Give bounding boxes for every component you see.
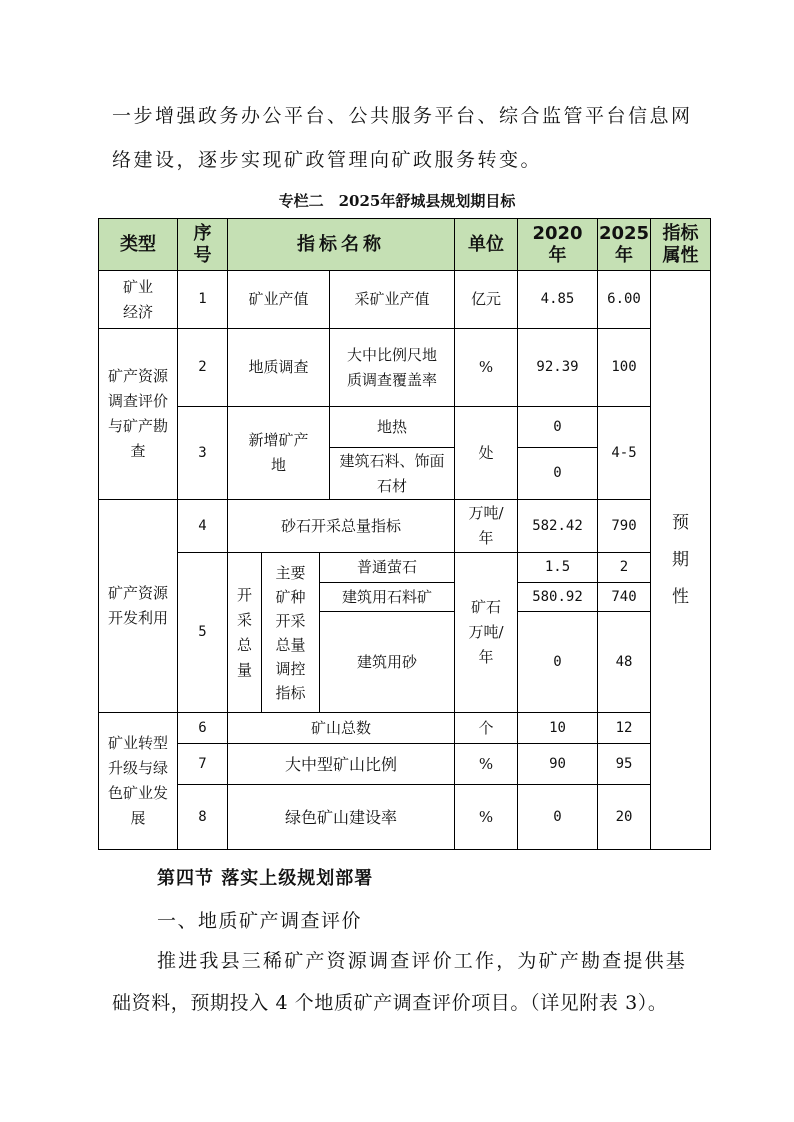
section-heading: 第四节 落实上级规划部署 [157, 868, 374, 889]
row3-unit: 处 [455, 407, 518, 500]
row4-unit: 万吨/年 [455, 500, 518, 553]
row2-unit: % [455, 329, 518, 407]
row4-2025: 790 [598, 500, 651, 553]
row5-2025-c: 48 [598, 612, 651, 713]
paragraph-line: 础资料，预期投入 4 个地质矿产调查评价项目。（详见附表 3）。 [112, 992, 668, 1014]
row2-name-b: 大中比例尺地质调查覆盖率 [330, 329, 455, 407]
row6-seq: 6 [178, 713, 228, 744]
attribute-value: 预期性 [651, 271, 711, 850]
row8-name: 绿色矿山建设率 [228, 785, 455, 850]
row3-seq: 3 [178, 407, 228, 500]
row4-2020: 582.42 [518, 500, 598, 553]
row2-2025: 100 [598, 329, 651, 407]
row1-unit: 亿元 [455, 271, 518, 329]
row5-2025-a: 2 [598, 553, 651, 583]
row5-name-c2: 建筑用石料矿 [320, 583, 455, 612]
header-seq: 序号 [178, 218, 228, 271]
row5-2020-b: 580.92 [518, 583, 598, 612]
group-development: 矿产资源开发利用 [98, 500, 178, 713]
table-caption: 专栏二 2025年舒城县规划期目标 [278, 192, 516, 210]
row3-name-b1: 地热 [330, 407, 455, 448]
row5-2020-c: 0 [518, 612, 598, 713]
row5-2025-b: 740 [598, 583, 651, 612]
paragraph-line: 一步增强政务办公平台、公共服务平台、综合监管平台信息网 [112, 105, 693, 127]
row4-seq: 4 [178, 500, 228, 553]
subheading: 一、地质矿产调查评价 [157, 910, 363, 932]
row4-name: 砂石开采总量指标 [228, 500, 455, 553]
row2-seq: 2 [178, 329, 228, 407]
row3-2020-b: 0 [518, 448, 598, 500]
row5-seq: 5 [178, 553, 228, 713]
row5-name-b: 主要矿种开采总量调控指标 [262, 553, 320, 713]
row2-name-a: 地质调查 [228, 329, 330, 407]
row1-seq: 1 [178, 271, 228, 329]
row7-unit: % [455, 744, 518, 785]
header-attribute: 指标属性 [651, 218, 711, 271]
header-indicator: 指标名称 [228, 218, 455, 271]
row7-seq: 7 [178, 744, 228, 785]
row8-seq: 8 [178, 785, 228, 850]
row6-unit: 个 [455, 713, 518, 744]
row6-name: 矿山总数 [228, 713, 455, 744]
header-2020: 2020年 [518, 218, 598, 271]
row6-2020: 10 [518, 713, 598, 744]
row8-2020: 0 [518, 785, 598, 850]
group-survey-exploration: 矿产资源调查评价与矿产勘查 [98, 329, 178, 500]
row1-name-a: 矿业产值 [228, 271, 330, 329]
row2-2020: 92.39 [518, 329, 598, 407]
row7-2020: 90 [518, 744, 598, 785]
row7-name: 大中型矿山比例 [228, 744, 455, 785]
group-mining-economy: 矿业经济 [98, 271, 178, 329]
paragraph-line: 络建设，逐步实现矿政管理向矿政服务转变。 [112, 149, 543, 171]
row1-2020: 4.85 [518, 271, 598, 329]
row8-2025: 20 [598, 785, 651, 850]
row5-unit: 矿石万吨/年 [455, 553, 518, 713]
row5-name-c3: 建筑用砂 [320, 612, 455, 713]
header-2025: 2025年 [598, 218, 651, 271]
row5-name-a: 开采总量 [228, 553, 262, 713]
row5-2020-a: 1.5 [518, 553, 598, 583]
row1-name-b: 采矿业产值 [330, 271, 455, 329]
row8-unit: % [455, 785, 518, 850]
row6-2025: 12 [598, 713, 651, 744]
header-type: 类型 [98, 218, 178, 271]
group-green-mining: 矿业转型升级与绿色矿业发展 [98, 713, 178, 850]
row1-2025: 6.00 [598, 271, 651, 329]
row3-name-b2: 建筑石料、饰面石材 [330, 448, 455, 500]
row7-2025: 95 [598, 744, 651, 785]
row3-name-a: 新增矿产地 [228, 407, 330, 500]
paragraph-line: 推进我县三稀矿产资源调查评价工作，为矿产勘查提供基 [157, 950, 688, 972]
row3-2020-a: 0 [518, 407, 598, 448]
row3-2025: 4-5 [598, 407, 651, 500]
header-unit: 单位 [455, 218, 518, 271]
row5-name-c1: 普通萤石 [320, 553, 455, 583]
